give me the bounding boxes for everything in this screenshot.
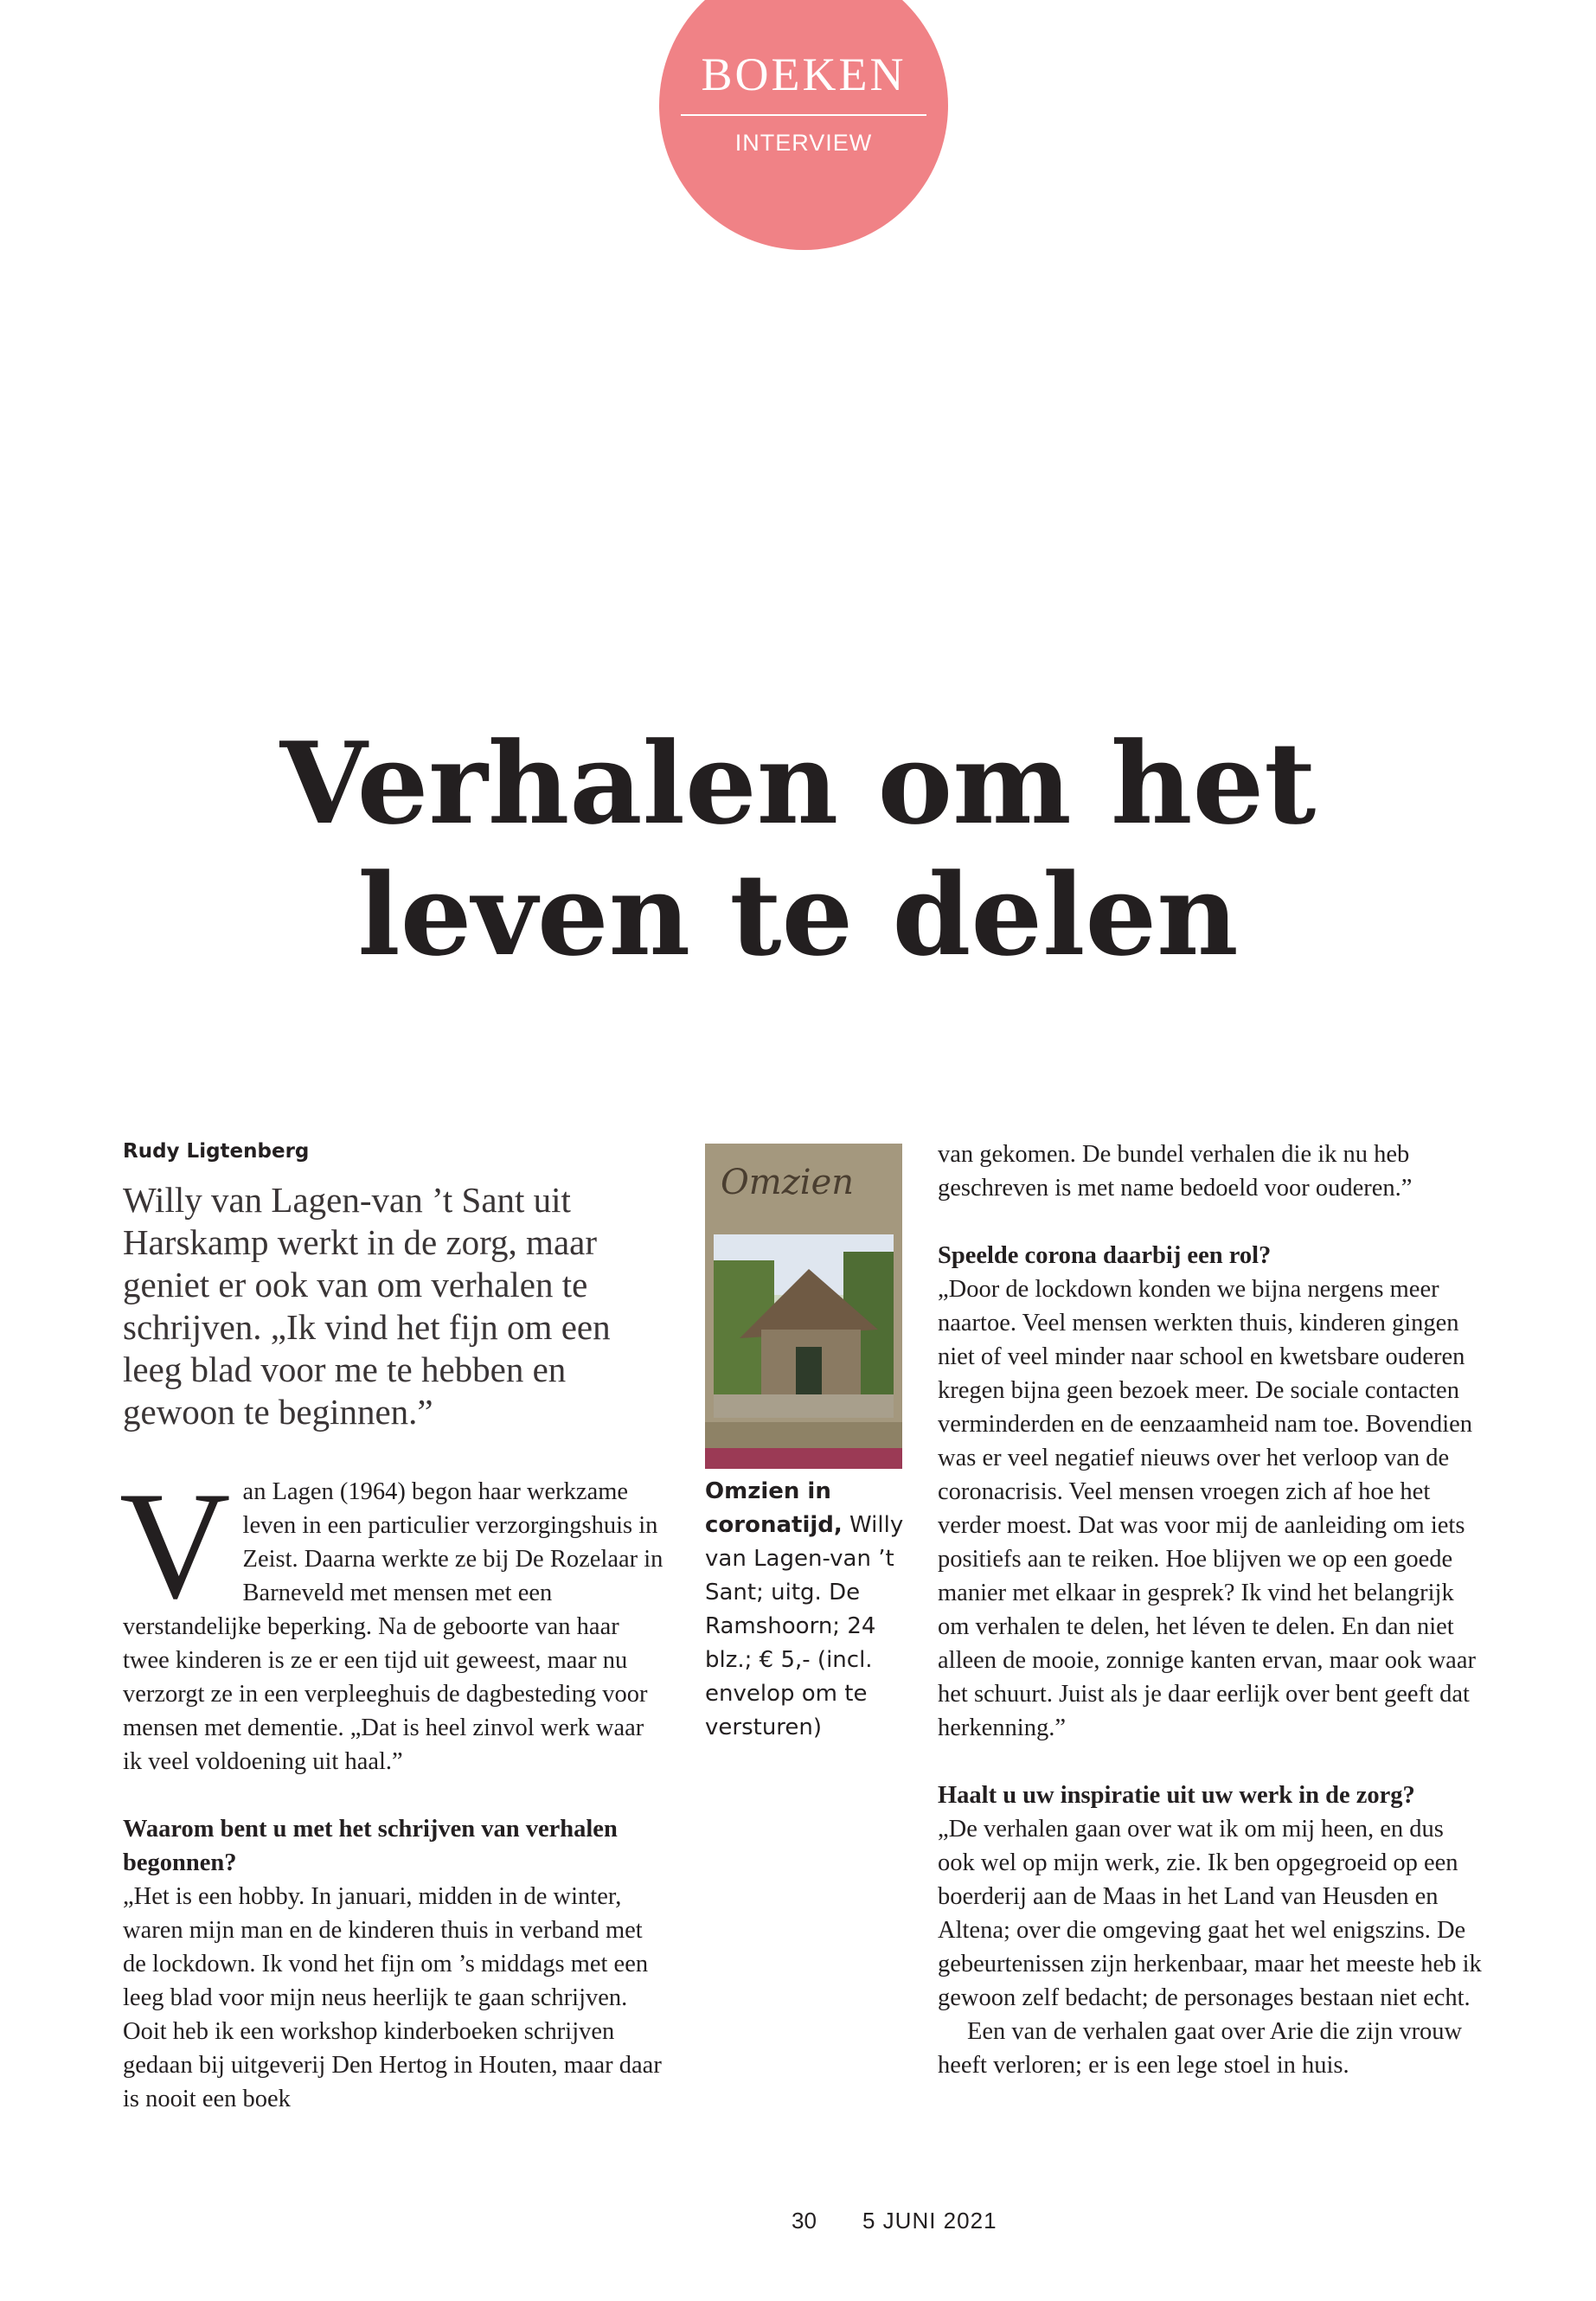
- cover-stripe: [705, 1448, 902, 1469]
- section-title: BOEKEN: [701, 48, 907, 100]
- answer-1-continued: van gekomen. De bundel verhalen die ik nu heb geschreven is met name bedoeld voor ouderen.”: [938, 1141, 1413, 1202]
- question-2: Speelde corona daarbij een rol?: [938, 1242, 1272, 1269]
- column-left: [119, 1459, 668, 2116]
- cover-photo: [714, 1234, 894, 1418]
- caption-details: Willy van Lagen-van ’t Sant; uitg. De Ramshoorn; 24 blz.; € 5,- (incl. envelop om te versturen): [705, 1512, 904, 1740]
- book-caption: [705, 1475, 913, 1745]
- question-1: Waarom bent u met het schrijven van verhalen begonnen?: [123, 1816, 618, 1876]
- drop-cap: V: [119, 1459, 231, 1631]
- lead-paragraph: Willy van Lagen-van ’t Sant uit Harskamp werkt in de zorg, maar geniet er ook van om verhalen te schrijven. „Ik vind het fijn om een leeg blad voor me te hebben en gewoon te beginnen.”: [123, 1180, 611, 1432]
- answer-3-continued: Een van de verhalen gaat over Arie die zijn vrouw heeft verloren; er is een lege stoel in huis.: [938, 2018, 1463, 2079]
- cover-band: [705, 1422, 902, 1448]
- section-subtitle: INTERVIEW: [734, 130, 873, 156]
- column-right: [938, 1138, 1483, 2082]
- question-3: Haalt u uw inspiratie uit uw werk in de zorg?: [938, 1782, 1415, 1809]
- cover-title: Omzien: [721, 1163, 855, 1202]
- section-badge: [659, 0, 948, 250]
- article-headline: [0, 718, 1596, 981]
- answer-2: „Door de lockdown konden we bijna nergens meer naartoe. Veel mensen werkten thuis, kinderen gingen niet of veel minder naar school en kwetsbare ouderen kregen bijna geen bezoek meer. De sociale contacten verminderden en de eenzaamheid nam toe. Bovendien was er veel negatief nieuws over het verloop van de coronacrisis. Veel mensen vroegen zich af hoe het verder moest. Dat was voor mij de aanleiding om iets positiefs aan te reiken. Hoe blijven we op een goede manier met elkaar in gesprek? Ik vind het belangrijk om verhalen te delen, het léven te delen. En dan niet alleen de mooie, zonnige kanten ervan, maar ook waar het schuurt. Juist als je daar eerlijk over bent geeft dat herkenning.”: [938, 1276, 1476, 1741]
- issue-date: 5 JUNI 2021: [862, 2208, 997, 2234]
- headline-line-1: Verhalen om het: [279, 717, 1317, 849]
- intro-text: an Lagen (1964) begon haar werkzame leven in een particulier verzorgingshuis in Zeist. Daarna werkte ze bij De Rozelaar in Barneveld met mensen met een verstandelijke beperking. Na de geboorte van haar twee kinderen is ze er een tijd uit geweest, maar nu verzorgt ze in een verpleeghuis de dagbesteding voor mensen met dementie. „Dat is heel zinvol werk waar ik veel voldoening uit haal.”: [123, 1478, 663, 1775]
- book-cover: [705, 1144, 902, 1469]
- intro-paragraph: [119, 1459, 668, 1779]
- answer-3: „De verhalen gaan over wat ik om mij heen, en dus ook wel op mijn werk, zie. Ik ben opgegroeid op een boerderij aan de Maas in het Land van Heusden en Altena; over die omgeving gaat het wel enigszins. De gebeurtenissen zijn herkenbaar, maar het meeste heb ik gewoon zelf bedacht; de personages bestaan niet echt.: [938, 1816, 1482, 2011]
- badge-divider: [681, 114, 926, 116]
- author-byline: Rudy Ligtenberg: [123, 1140, 310, 1163]
- answer-1: „Het is een hobby. In januari, midden in de winter, waren mijn man en de kinderen thuis in verband met de lockdown. Ik vond het fijn om ’s middags met een leeg blad voor mijn neus heerlijk te gaan schrijven. Ooit heb ik een workshop kinderboeken schrijven gedaan bij uitgeverij Den Hertog in Houten, maar daar is nooit een boek: [123, 1883, 662, 2112]
- page-number: 30: [792, 2208, 817, 2234]
- headline-line-2: leven te delen: [357, 849, 1239, 981]
- caption-title: Omzien in coronatijd,: [705, 1478, 843, 1538]
